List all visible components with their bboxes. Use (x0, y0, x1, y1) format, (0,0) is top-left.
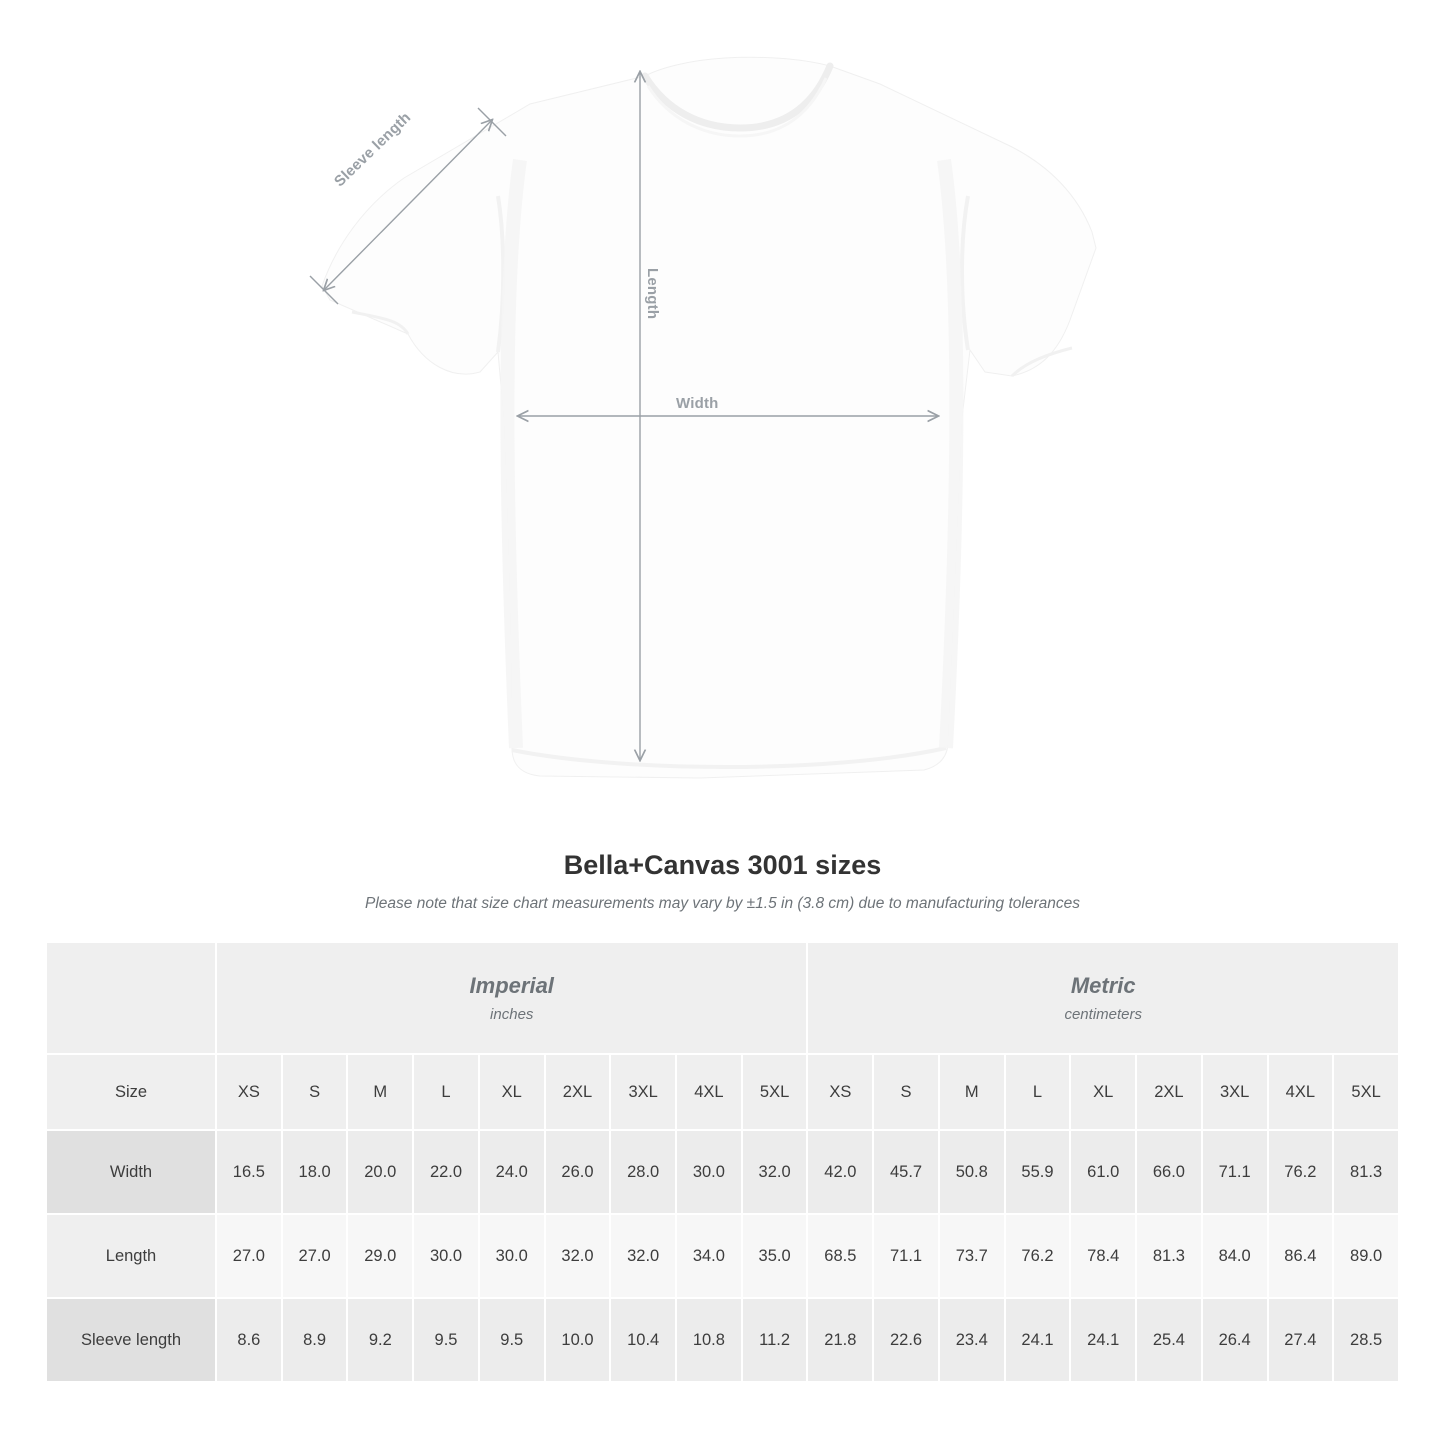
width-m-in: 20.0 (347, 1130, 413, 1214)
size-col-4xl-metric: 4XL (1268, 1054, 1334, 1130)
width-2xl-in: 26.0 (545, 1130, 611, 1214)
length-l-in: 30.0 (413, 1214, 479, 1298)
width-l-cm: 55.9 (1005, 1130, 1071, 1214)
row-label-width: Width (46, 1130, 216, 1214)
tshirt-shape (322, 57, 1096, 778)
sleeve-s-cm: 22.6 (873, 1298, 939, 1382)
sleeve-s-in: 8.9 (282, 1298, 348, 1382)
width-xs-in: 16.5 (216, 1130, 282, 1214)
sleeve-m-in: 9.2 (347, 1298, 413, 1382)
size-col-2xl-imperial: 2XL (545, 1054, 611, 1130)
length-5xl-cm: 89.0 (1333, 1214, 1399, 1298)
length-l-cm: 76.2 (1005, 1214, 1071, 1298)
sleeve-length-label: Sleeve length (331, 109, 415, 191)
system-name-imperial: Imperial (469, 973, 554, 998)
length-xs-in: 27.0 (216, 1214, 282, 1298)
width-label: Width (676, 395, 719, 412)
size-col-xs-metric: XS (807, 1054, 873, 1130)
width-4xl-cm: 76.2 (1268, 1130, 1334, 1214)
width-5xl-cm: 81.3 (1333, 1130, 1399, 1214)
length-xl-cm: 78.4 (1070, 1214, 1136, 1298)
size-col-5xl-metric: 5XL (1333, 1054, 1399, 1130)
row-label-length: Length (46, 1214, 216, 1298)
sleeve-5xl-cm: 28.5 (1333, 1298, 1399, 1382)
sleeve-4xl-in: 10.8 (676, 1298, 742, 1382)
width-s-in: 18.0 (282, 1130, 348, 1214)
sleeve-m-cm: 23.4 (939, 1298, 1005, 1382)
length-2xl-in: 32.0 (545, 1214, 611, 1298)
length-m-cm: 73.7 (939, 1214, 1005, 1298)
size-col-xl-imperial: XL (479, 1054, 545, 1130)
page-title: Bella+Canvas 3001 sizes (563, 850, 882, 880)
width-3xl-in: 28.0 (610, 1130, 676, 1214)
tolerance-note: Please note that size chart measurements may vary by ±1.5 in (3.8 cm) due to manufacturing tolerances (365, 895, 1080, 912)
sleeve-3xl-cm: 26.4 (1202, 1298, 1268, 1382)
size-col-3xl-metric: 3XL (1202, 1054, 1268, 1130)
size-col-3xl-imperial: 3XL (610, 1054, 676, 1130)
length-3xl-in: 32.0 (610, 1214, 676, 1298)
size-col-s-imperial: S (282, 1054, 348, 1130)
width-xl-in: 24.0 (479, 1130, 545, 1214)
size-col-m-metric: M (939, 1054, 1005, 1130)
width-5xl-in: 32.0 (742, 1130, 808, 1214)
sleeve-5xl-in: 11.2 (742, 1298, 808, 1382)
length-s-cm: 71.1 (873, 1214, 939, 1298)
system-unit-metric: centimeters (1064, 1006, 1142, 1023)
size-table-wrapper (45, 941, 1400, 1383)
system-header-row (46, 942, 1399, 1054)
row-label-sleeve-length: Sleeve length (46, 1298, 216, 1382)
width-m-cm: 50.8 (939, 1130, 1005, 1214)
width-4xl-in: 30.0 (676, 1130, 742, 1214)
length-xs-cm: 68.5 (807, 1214, 873, 1298)
row-label-size: Size (46, 1054, 216, 1130)
sleeve-xs-cm: 21.8 (807, 1298, 873, 1382)
size-col-l-metric: L (1005, 1054, 1071, 1130)
sleeve-xl-in: 9.5 (479, 1298, 545, 1382)
table-row-length (46, 1214, 1399, 1298)
length-s-in: 27.0 (282, 1214, 348, 1298)
table-row-width (46, 1130, 1399, 1214)
system-header-imperial (216, 942, 807, 1054)
sleeve-l-cm: 24.1 (1005, 1298, 1071, 1382)
width-xs-cm: 42.0 (807, 1130, 873, 1214)
system-unit-imperial: inches (490, 1006, 534, 1023)
size-col-l-imperial: L (413, 1054, 479, 1130)
size-col-4xl-imperial: 4XL (676, 1054, 742, 1130)
width-3xl-cm: 71.1 (1202, 1130, 1268, 1214)
size-col-xl-metric: XL (1070, 1054, 1136, 1130)
width-s-cm: 45.7 (873, 1130, 939, 1214)
sleeve-2xl-in: 10.0 (545, 1298, 611, 1382)
length-4xl-in: 34.0 (676, 1214, 742, 1298)
sleeve-xl-cm: 24.1 (1070, 1298, 1136, 1382)
width-xl-cm: 61.0 (1070, 1130, 1136, 1214)
size-col-2xl-metric: 2XL (1136, 1054, 1202, 1130)
sleeve-4xl-cm: 27.4 (1268, 1298, 1334, 1382)
size-chart-heading (0, 820, 1445, 913)
sleeve-xs-in: 8.6 (216, 1298, 282, 1382)
length-m-in: 29.0 (347, 1214, 413, 1298)
sleeve-2xl-cm: 25.4 (1136, 1298, 1202, 1382)
width-l-in: 22.0 (413, 1130, 479, 1214)
system-name-metric: Metric (1070, 973, 1136, 998)
size-col-xs-imperial: XS (216, 1054, 282, 1130)
length-label: Length (644, 268, 661, 320)
length-3xl-cm: 84.0 (1202, 1214, 1268, 1298)
length-xl-in: 30.0 (479, 1214, 545, 1298)
sleeve-3xl-in: 10.4 (610, 1298, 676, 1382)
length-2xl-cm: 81.3 (1136, 1214, 1202, 1298)
length-5xl-in: 35.0 (742, 1214, 808, 1298)
length-4xl-cm: 86.4 (1268, 1214, 1334, 1298)
size-col-s-metric: S (873, 1054, 939, 1130)
system-header-metric (807, 942, 1399, 1054)
sleeve-l-in: 9.5 (413, 1298, 479, 1382)
size-col-m-imperial: M (347, 1054, 413, 1130)
system-header-spacer (46, 942, 216, 1054)
size-chart-table (45, 941, 1400, 1383)
width-2xl-cm: 66.0 (1136, 1130, 1202, 1214)
size-col-5xl-imperial: 5XL (742, 1054, 808, 1130)
size-header-row (46, 1054, 1399, 1130)
table-row-sleeve-length (46, 1298, 1399, 1382)
